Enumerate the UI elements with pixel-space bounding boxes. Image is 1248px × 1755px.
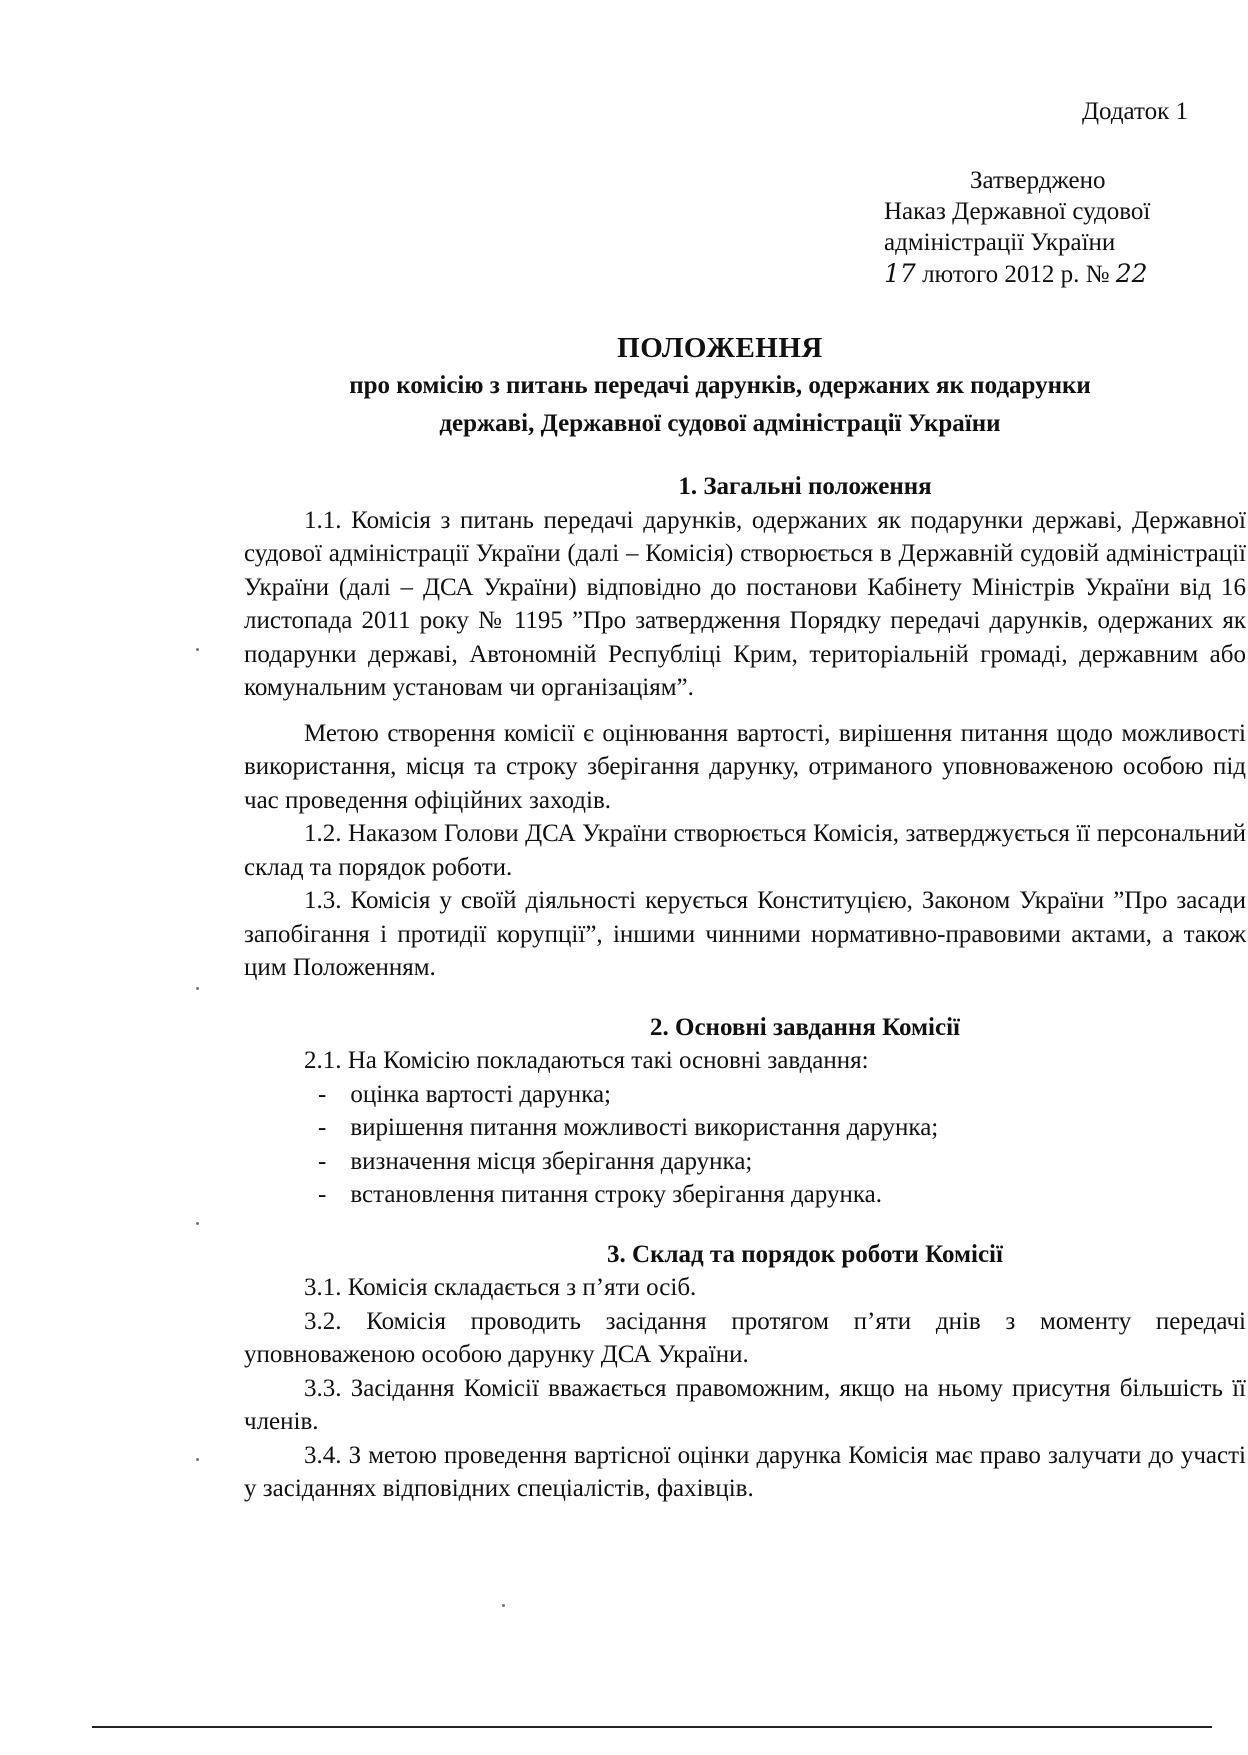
handwritten-number: 22	[1115, 259, 1148, 288]
approved-label: Затверджено	[970, 167, 1106, 194]
paragraph-purpose: Метою створення комісії є оцінювання вартості, вирішення питання щодо можливості використання, місця та строку зберігання дарунку, отриманого уповноваженою особою під час проведення офіційних заходів.	[244, 719, 1246, 814]
date-text: лютого 2012 р. №	[922, 261, 1110, 288]
scan-speck	[196, 987, 199, 990]
paragraph-1-3: 1.3. Комісія у своїй діяльності керується Конституцією, Законом України ”Про засади запобігання і протидії корупції”, іншими чинними нормативно-правовими актами, а також цим Положенням.	[244, 887, 1246, 981]
paragraph-1-2: 1.2. Наказом Голови ДСА України створюється Комісія, затверджується її персональний склад та порядок роботи.	[244, 820, 1246, 881]
paragraph-2-1: 2.1. На Комісію покладаються такі основні завдання:	[304, 1047, 869, 1074]
paragraph-3-1: 3.1. Комісія складається з п’яти осіб.	[304, 1274, 697, 1301]
title-main: ПОЛОЖЕННЯ	[617, 332, 823, 364]
section-3-heading: 3. Склад та порядок роботи Комісії	[607, 1240, 1003, 1268]
handwritten-day: 17	[884, 259, 916, 288]
paragraph-1-1: 1.1. Комісія з питань передачі дарунків, одержаних як подарунки державі, Державної судової адміністрації України (далі – Комісія) створюється в Державній судовій адміністрації України (далі – ДСА України) відповідно до постанови Кабінету Міністрів України від 16 листопада 2011 року № 1195 ”Про затвердження Порядку передачі дарунків, одержаних як подарунки державі, Автономній Республіці Крим, територіальній громаді, державним або комунальним установам чи організаціям”.	[244, 506, 1246, 701]
task-item: - оцінка вартості дарунка;	[318, 1078, 1246, 1112]
order-line: Наказ Державної судової	[884, 198, 1151, 225]
scan-speck	[196, 648, 199, 651]
section-2-heading: 2. Основні завдання Комісії	[650, 1013, 960, 1041]
paragraph-3-3: 3.3. Засідання Комісії вважається правоможним, якщо на ньому присутня більшість її членів.	[244, 1374, 1246, 1435]
approval-stamp	[884, 165, 1150, 290]
task-item: - визначення місця зберігання дарунка;	[318, 1145, 1246, 1179]
scan-speck	[196, 1222, 199, 1225]
administration-line: адміністрації України	[884, 229, 1116, 256]
document-title	[240, 332, 1200, 441]
title-sub-1: про комісію з питань передачі дарунків, одержаних як подарунки	[349, 372, 1091, 399]
footer-rule	[92, 1726, 1212, 1728]
paragraph-3-2: 3.2. Комісія проводить засідання протягом п’яти днів з моменту передачі уповноваженою особою дарунку ДСА України.	[244, 1307, 1246, 1368]
paragraph-3-4: 3.4. З метою проведення вартісної оцінки дарунка Комісія має право залучати до участі у засіданнях відповідних спеціалістів, фахівців.	[244, 1441, 1246, 1502]
document-body	[244, 470, 1246, 1506]
scan-speck	[502, 1604, 505, 1607]
title-sub-2: державі, Державної судової адміністрації України	[439, 410, 1001, 437]
section-1-heading: 1. Загальні положення	[678, 473, 932, 500]
scan-speck	[196, 1458, 199, 1461]
date-line	[884, 258, 1150, 290]
annex-label: Додаток 1	[1082, 98, 1188, 125]
tasks-list	[244, 1078, 1246, 1212]
task-item: - вирішення питання можливості використання дарунка;	[318, 1111, 1246, 1145]
task-item: - встановлення питання строку зберігання дарунка.	[318, 1178, 1246, 1212]
